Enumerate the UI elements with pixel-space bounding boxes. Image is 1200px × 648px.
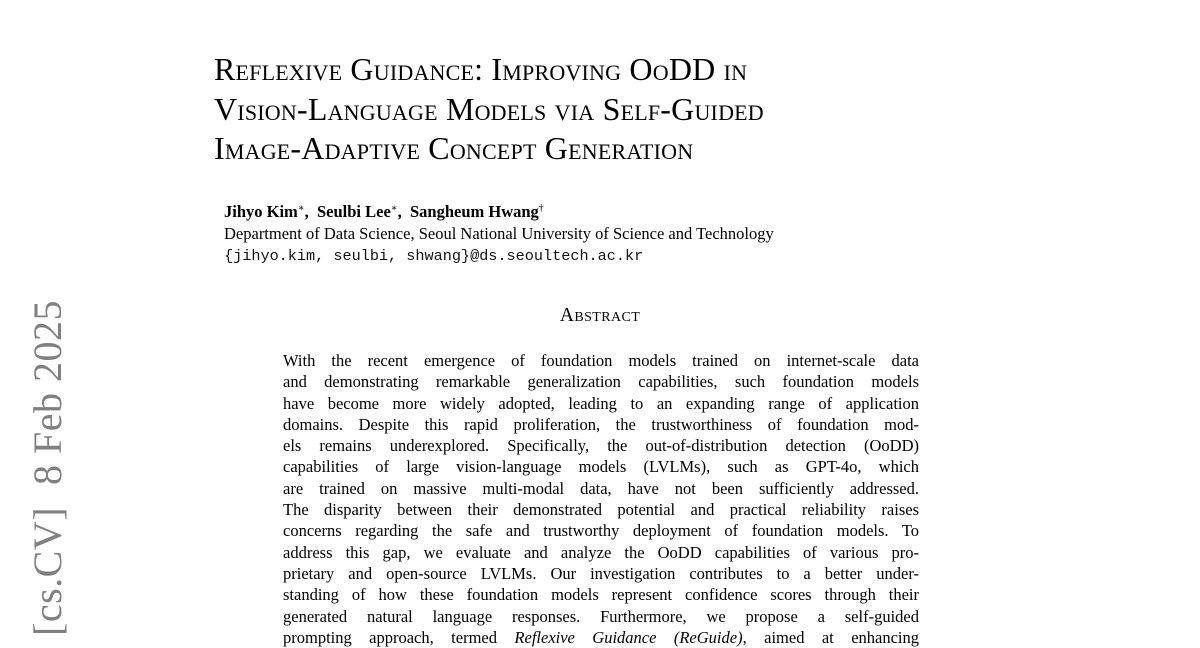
author-mark: ∗ [297,203,305,214]
author-separator: , [304,202,309,221]
abstract-line: address this gap, we evaluate and analyze the OoDD capabilities of various pro- [283,542,919,562]
abstract-text: , aimed at enhancing [742,627,919,647]
abstract-heading: Abstract [559,305,641,326]
author-list [224,202,544,222]
abstract-line: capabilities of large vision-language models (LVLMs), such as GPT-4o, which [283,457,919,477]
abstract-line: have become more widely adopted, leading to an expanding range of application [283,393,919,413]
affiliation: Department of Data Science, Seoul National University of Science and Technology [224,224,774,243]
author-mark: † [538,203,544,214]
abstract-line-last [283,627,919,648]
method-name: Reflexive Guidance (ReGuide) [514,627,743,647]
arxiv-date: 8 Feb 2025 [25,299,70,485]
author-separator: , [397,202,402,221]
abstract-text: prompting approach, termed [283,627,515,647]
abstract-body [283,350,919,648]
title-line: Image-Adaptive Concept Generation [214,130,694,166]
abstract-line: With the recent emergence of foundation models trained on internet-scale data [283,351,919,370]
abstract-line: and demonstrating remarkable generalization capabilities, such foundation models [283,372,919,392]
author-name: Sangheum Hwang [409,202,539,221]
author-name: Seulbi Lee [316,202,391,221]
arxiv-stamp [25,299,70,636]
abstract-line: domains. Despite this rapid proliferation, the trustworthiness of foundation mod- [283,414,919,434]
paper-title [214,50,974,169]
abstract-line: generated natural language responses. Furthermore, we propose a self-guided [283,606,919,626]
abstract-line: concerns regarding the safe and trustworthy deployment of foundation models. To [283,521,919,541]
title-line: Reflexive Guidance: Improving OoDD in [214,51,748,87]
abstract-line: The disparity between their demonstrated potential and practical reliability raises [283,500,919,520]
author-mark: ∗ [390,203,398,214]
abstract-line: standing of how these foundation models represent confidence scores through their [283,585,919,605]
author-emails: {jihyo.kim, seulbi, shwang}@ds.seoultech.ac.kr [224,247,644,265]
abstract-line: prietary and open-source LVLMs. Our investigation contributes to a better under- [283,563,919,583]
abstract-line: els remains underexplored. Specifically, the out-of-distribution detection (OoDD) [283,436,919,456]
arxiv-category: [cs.CV] [25,506,70,636]
author-name: Jihyo Kim [224,202,298,221]
abstract-line: are trained on massive multi-modal data, have not been sufficiently addressed. [283,478,919,498]
title-line: Vision-Language Models via Self-Guided [214,90,764,127]
